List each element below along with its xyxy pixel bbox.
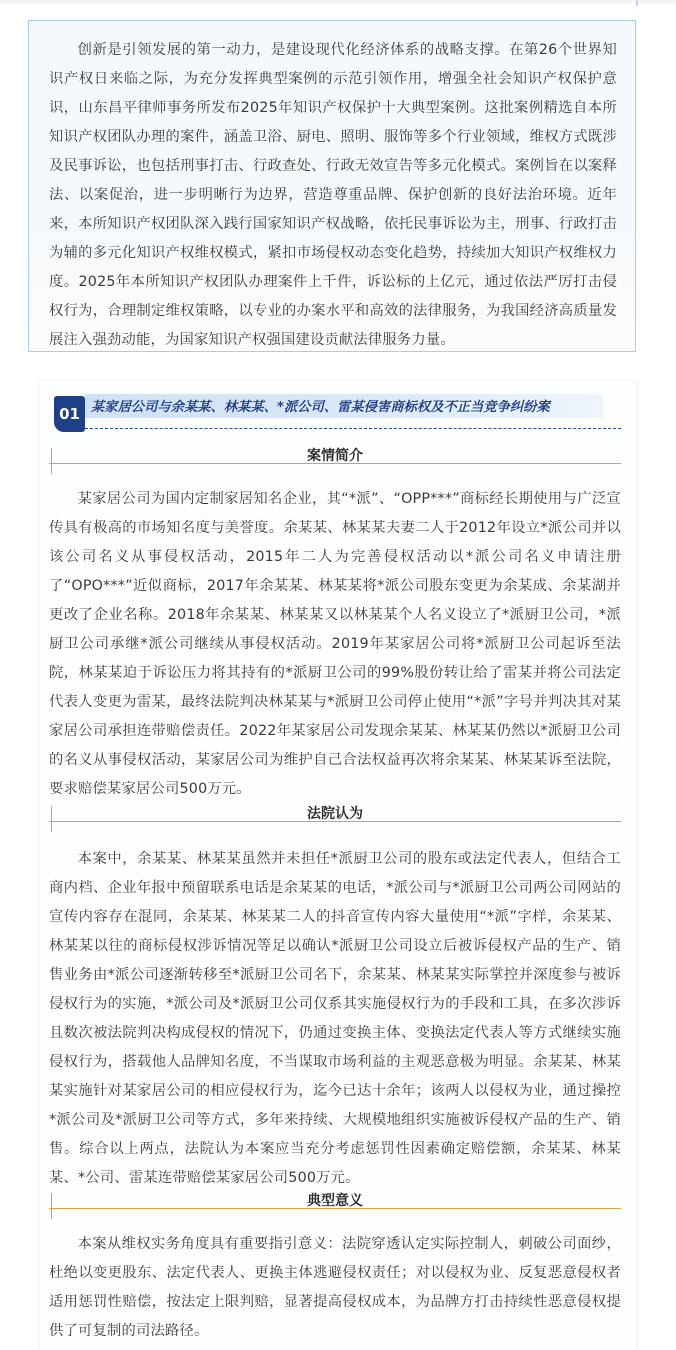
top-edge-accent [636,0,638,6]
section-title: 案情简介 [307,448,363,464]
section-paragraph: 某家居公司为国内定制家居知名企业，其“*派”、“OPP***”商标经长期使用与广泛宣传具有极高的市场知名度与美誉度。余某某、林某某夫妻二人于2012年设立*派公司并以该公司名义从事侵权活动，2015年二人为完善侵权活动以*派公司名义申请注册了“OPO***”近似商标，2017年余某某、林某某将*派公司股东变更为余某成、余某湖并更改了企业名称。2018年余某某、林某某又以林某某个人名义设立了*派厨卫公司，*派厨卫公司承继*派公司继续从事侵权活动。2019年某家居公司将*派厨卫公司起诉至法院，林某某迫于诉讼压力将其持有的*派厨卫公司的99%股份转让给了雷某并将公司法定代表人变更为雷某，最终法院判决林某某与*派厨卫公司停止使用“*派”字号并判决其对某家居公司承担连带赔偿责任。2022年某家居公司发现余某某、林某某仍然以*派厨卫公司的名义从事侵权活动，某家居公司为维护自己合法权益再次将余某某、林某某诉至法院，要求赔偿某家居公司500万元。 [49,491,621,797]
case-title: 某家居公司与余某某、林某某、*派公司、雷某侵害商标权及不正当竞争纠纷案 [91,400,550,415]
case-title-divider [85,428,621,429]
section-heading-significance [49,1193,621,1219]
section-paragraph: 本案从维权实务角度具有重要指引意义：法院穿透认定实际控制人，刺破公司面纱，杜绝以变更股东、法定代表人、更换主体逃避侵权责任；对以侵权为业、反复恶意侵权者适用惩罚性赔偿，按法定上限判赔，显著提高侵权成本，为品牌方打击持续性恶意侵权提供了可复制的司法路径。 [49,1236,621,1339]
section-body-significance [49,1230,621,1346]
section-title: 法院认为 [307,806,363,822]
intro-paragraph: 创新是引领发展的第一动力，是建设现代化经济体系的战略支撑。在第26个世界知识产权日来临之际，为充分发挥典型案例的示范引领作用，增强全社会知识产权保护意识，山东昌平律师事务所发布2025年知识产权保护十大典型案例。这批案例精选自本所知识产权团队办理的案件，涵盖卫浴、厨电、照明、服饰等多个行业领域，维权方式既涉及民事诉讼，也包括刑事打击、行政查处、行政无效宣告等多元化模式。案例旨在以案释法、以案促治，进一步明晰行为边界，营造尊重品牌、保护创新的良好法治环境。近年来，本所知识产权团队深入践行国家知识产权战略，依托民事诉讼为主，刑事、行政打击为辅的多元化知识产权维权模式，紧扣市场侵权动态变化趋势，持续加大知识产权维权力度。2025年本所知识产权团队办理案件上千件，诉讼标的上亿元，通过依法严厉打击侵权行为，合理制定维权策略，以专业的办案水平和高效的法律服务，为我国经济高质量发展注入强劲动能，为国家知识产权强国建设贡献法律服务力量。 [49,42,617,348]
section-title: 典型意义 [307,1193,363,1209]
intro-box [28,20,636,352]
section-body-case-summary [49,485,621,804]
case-card [38,380,638,1350]
case-number-badge: 01 [54,396,85,432]
section-body-court-opinion [49,845,621,1193]
section-heading-case-summary [49,448,621,474]
top-edge-divider [0,0,676,6]
section-paragraph: 本案中，余某某、林某某虽然并未担任*派厨卫公司的股东或法定代表人，但结合工商内档、企业年报中预留联系电话是余某某的电话，*派公司与*派厨卫公司两公司网站的宣传内容存在混同，余某某、林某某二人的抖音宣传内容大量使用“*派”字样，余某某、林某某以往的商标侵权涉诉情况等足以确认*派厨卫公司设立后被诉侵权产品的生产、销售业务由*派公司逐渐转移至*派厨卫公司名下，余某某、林某某实际掌控并深度参与被诉侵权行为的实施，*派公司及*派厨卫公司仅系其实施侵权行为的手段和工具，在多次涉诉且数次被法院判决构成侵权的情况下，仍通过变换主体、变换法定代表人等方式继续实施侵权行为，搭载他人品牌知名度，不当谋取市场利益的主观恶意极为明显。余某某、林某某实施针对某家居公司的相应侵权行为，迄今已达十余年；该两人以侵权为业，通过操控*派公司及*派厨卫公司等方式，多年来持续、大规模地组织实施被诉侵权产品的生产、销售。综合以上两点，法院认为本案应当充分考虑惩罚性因素确定赔偿额，余某某、林某某、*公司、雷某连带赔偿某家居公司500万元。 [49,851,621,1186]
section-heading-court-opinion [49,806,621,832]
